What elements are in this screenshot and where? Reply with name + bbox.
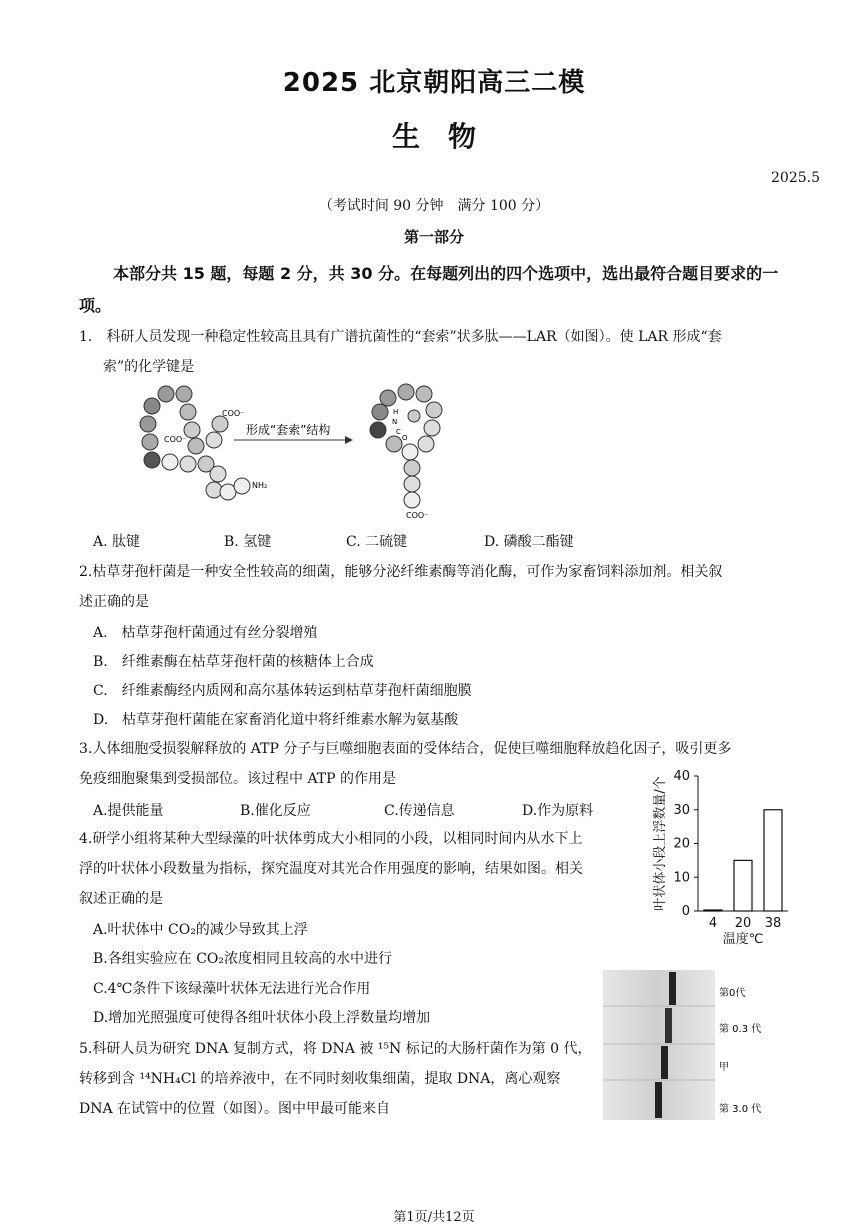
page-footer: 第1页/共12页 bbox=[393, 1210, 475, 1225]
y-tick-label-2: 20 bbox=[673, 836, 690, 852]
x-axis-label: 温度℃ bbox=[722, 932, 764, 947]
h-label: H bbox=[393, 408, 399, 416]
q4-option-d: D.增加光照强度可使得各组叶状体小段上浮数量均增加 bbox=[93, 1010, 431, 1026]
q5-line3: DNA 在试管中的位置（如图）。图中甲最可能来自 bbox=[79, 1101, 391, 1117]
q5-line2: 转移到含 ¹⁴NH₄Cl 的培养液中，在不同时刻收集细菌，提取 DNA，离心观察 bbox=[79, 1071, 561, 1087]
q2-line1: 2.枯草芽孢杆菌是一种安全性较高的细菌，能够分泌纤维素酶等消化酶，可作为家畜饲料添加剂。相关叙 bbox=[79, 564, 723, 580]
dna-centrifuge-figure bbox=[603, 970, 773, 1122]
q3-option-a: A.提供能量 bbox=[93, 803, 164, 819]
q2-option-a: A. 枯草芽孢杆菌通过有丝分裂增殖 bbox=[93, 625, 318, 641]
q4-option-b: B.各组实验应在 CO₂浓度相同且较高的水中进行 bbox=[93, 951, 392, 967]
bar-4 bbox=[704, 910, 722, 911]
coo-label-mid: COO⁻ bbox=[164, 435, 187, 444]
bar-20 bbox=[734, 860, 752, 911]
q1-option-b: B. 氢键 bbox=[224, 534, 272, 550]
q2-option-d: D. 枯草芽孢杆菌能在家畜消化道中将纤维素水解为氨基酸 bbox=[93, 712, 459, 728]
dna-band-jia bbox=[661, 1046, 668, 1079]
q4-line1: 4.研学小组将某种大型绿藻的叶状体剪成大小相同的小段，以相同时间内从水下上 bbox=[79, 831, 583, 847]
instructions: 本部分共 15 题，每题 2 分，共 30 分。在每题列出的四个选项中，选出最符合题目要求的一项。 bbox=[79, 264, 779, 315]
q1-line2: 索”的化学键是 bbox=[103, 359, 195, 375]
q1-option-c: C. 二硫键 bbox=[346, 534, 408, 550]
q3-option-d: D.作为原料 bbox=[522, 803, 594, 819]
o-label: O bbox=[402, 434, 408, 442]
q4-option-c: C.4℃条件下该绿藻叶状体无法进行光合作用 bbox=[93, 981, 371, 997]
q3-option-c: C.传递信息 bbox=[384, 803, 455, 819]
exam-date: 2025.5 bbox=[771, 170, 820, 186]
y-tick-label-1: 10 bbox=[673, 870, 690, 886]
q1-option-d: D. 磷酸二酯键 bbox=[484, 534, 574, 550]
exam-info: （考试时间 90 分钟 满分 100 分） bbox=[318, 198, 550, 214]
bar-38 bbox=[764, 810, 782, 911]
lasso-peptide-figure bbox=[130, 382, 470, 522]
q4-line2: 浮的叶状体小段数量为指标，探究温度对其光合作用强度的影响，结果如图。相关 bbox=[79, 861, 583, 877]
label-gen03: 第 0.3 代 bbox=[719, 1024, 762, 1035]
q3-option-b: B.催化反应 bbox=[240, 803, 311, 819]
temperature-bar-chart bbox=[648, 766, 798, 956]
q4-line3: 叙述正确的是 bbox=[79, 891, 163, 907]
n-label: N bbox=[392, 418, 398, 426]
q2-option-c: C. 纤维素酶经内质网和高尔基体转运到枯草芽孢杆菌细胞膜 bbox=[93, 683, 472, 699]
q3-line2: 免疫细胞聚集到受损部位。该过程中 ATP 的作用是 bbox=[79, 771, 397, 787]
coo-label-bottom: COO⁻ bbox=[406, 511, 429, 520]
q2-line2: 述正确的是 bbox=[79, 594, 149, 610]
label-gen0: 第0代 bbox=[719, 988, 746, 999]
q1-line1: 1. 科研人员发现一种稳定性较高且具有广谱抗菌性的“套索”状多肽——LAR（如图）。使 LAR 形成“套 bbox=[79, 329, 722, 345]
x-tick-label-0: 4 bbox=[708, 916, 718, 931]
nh2-label: NH₂ bbox=[252, 481, 268, 490]
subject-title: 生 物 bbox=[391, 120, 476, 153]
label-jia: 甲 bbox=[719, 1062, 729, 1073]
part-heading: 第一部分 bbox=[403, 228, 464, 246]
x-tick-label-1: 20 bbox=[734, 916, 752, 931]
arrow-label: 形成“套索”结构 bbox=[246, 423, 331, 437]
q1-option-a: A. 肽键 bbox=[93, 534, 141, 550]
dna-band-gen30 bbox=[655, 1082, 662, 1118]
y-tick-label-4: 40 bbox=[673, 769, 690, 784]
label-gen30: 第 3.0 代 bbox=[719, 1104, 762, 1115]
dna-band-gen03 bbox=[665, 1008, 672, 1043]
x-tick-label-2: 38 bbox=[764, 916, 782, 931]
q4-option-a: A.叶状体中 CO₂的减少导致其上浮 bbox=[93, 922, 308, 938]
c-label: C bbox=[396, 428, 401, 436]
q3-line1: 3.人体细胞受损裂解释放的 ATP 分子与巨噬细胞表面的受体结合，促使巨噬细胞释放趋化因子，吸引更多 bbox=[79, 741, 732, 757]
q2-option-b: B. 纤维素酶在枯草芽孢杆菌的核糖体上合成 bbox=[93, 654, 374, 670]
q5-line1: 5.科研人员为研究 DNA 复制方式，将 DNA 被 ¹⁵N 标记的大肠杆菌作为第 0 代， bbox=[79, 1041, 592, 1057]
coo-label-top: COO⁻ bbox=[222, 409, 245, 418]
y-axis-label: 叶状体小段上浮数量/个 bbox=[653, 776, 668, 911]
y-tick-label-0: 0 bbox=[681, 904, 690, 919]
page-title: 2025 北京朝阳高三二模 bbox=[282, 68, 586, 98]
y-tick-label-3: 30 bbox=[673, 802, 690, 818]
dna-band-gen0 bbox=[669, 972, 676, 1005]
